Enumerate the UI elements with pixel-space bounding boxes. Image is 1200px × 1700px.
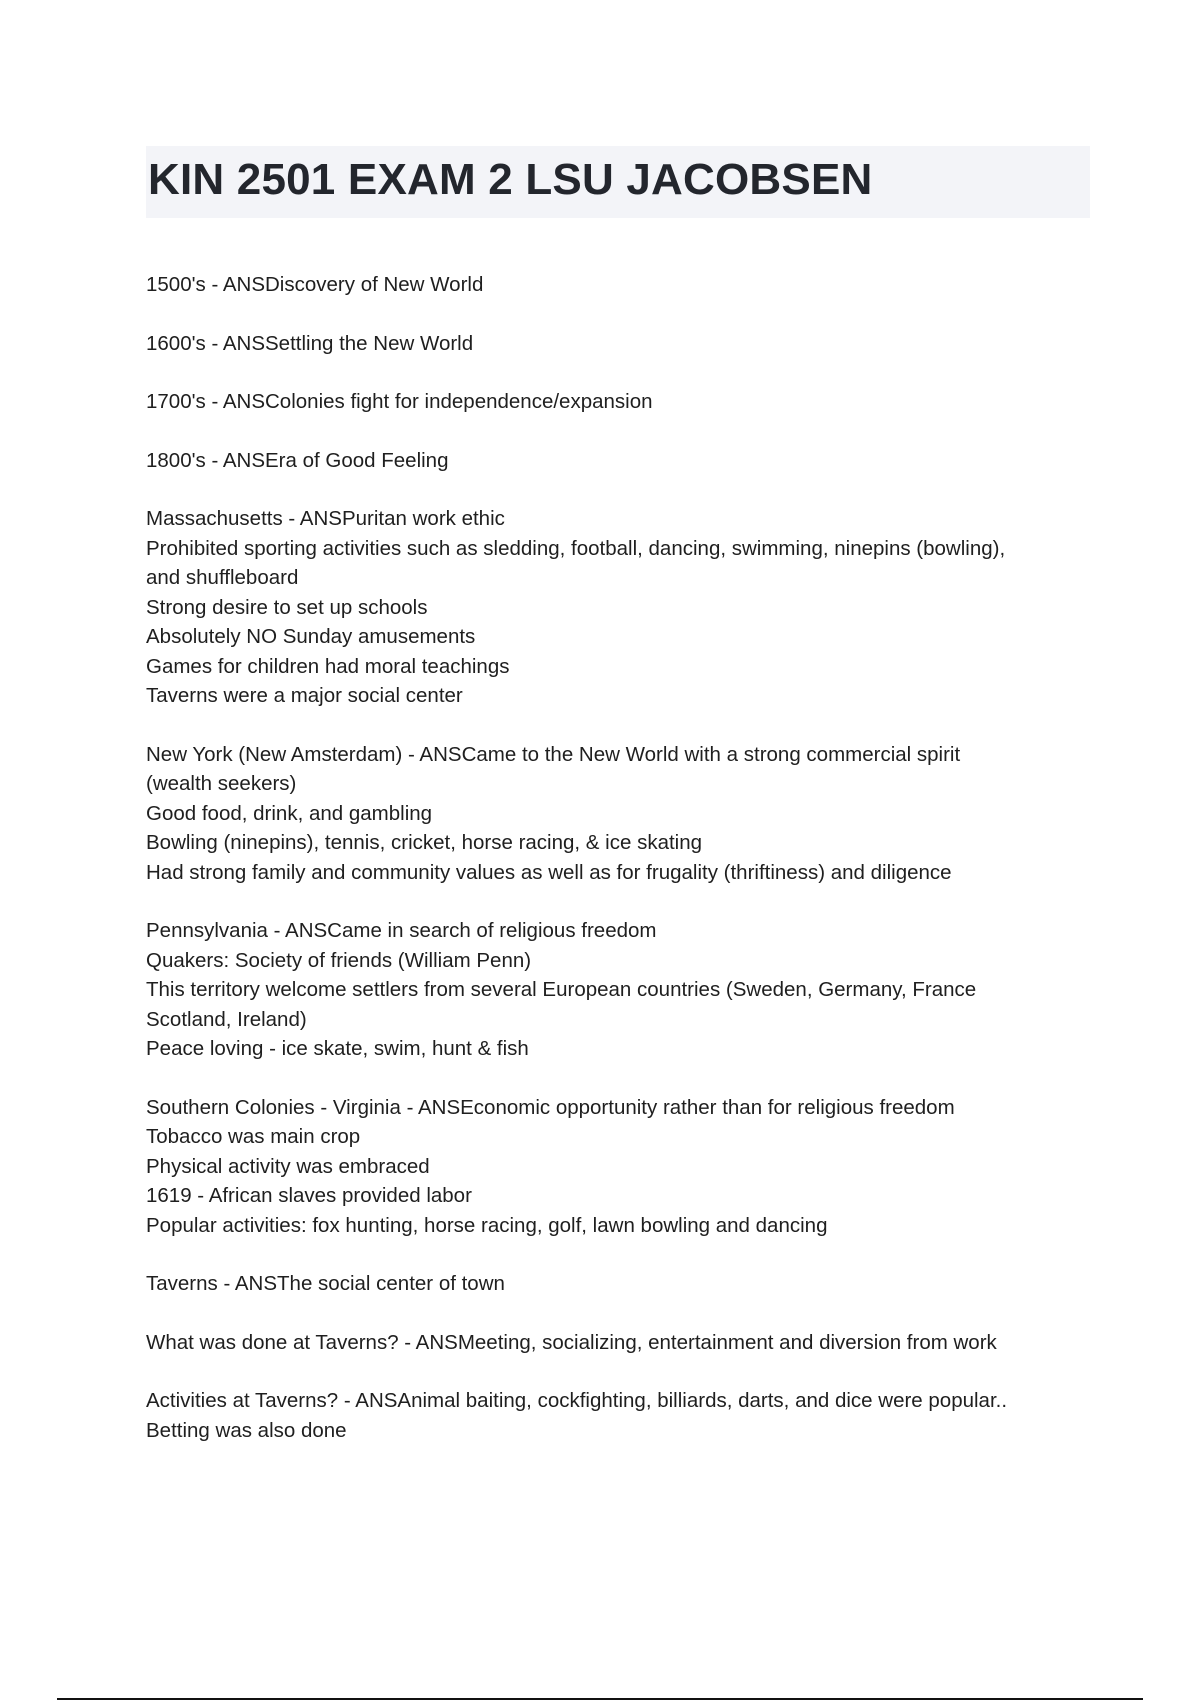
entry-line: Taverns were a major social center — [146, 684, 463, 707]
title-banner — [146, 146, 1090, 218]
entry-line: Strong desire to set up schools — [146, 595, 428, 619]
entry-line: 1700's - ANSColonies fight for independence/expansion — [146, 390, 653, 413]
entry-line: Popular activities: fox hunting, horse racing, golf, lawn bowling and dancing — [146, 1213, 828, 1237]
qa-entry-new-york — [146, 740, 1090, 888]
entry-line: 1600's - ANSSettling the New World — [146, 331, 474, 355]
qa-entry-1500s — [146, 270, 1090, 300]
entry-line: 1500's - ANSDiscovery of New World — [146, 273, 484, 296]
entry-line: Good food, drink, and gambling — [146, 801, 433, 825]
entry-line: Peace loving - ice skate, swim, hunt & fish — [146, 1037, 529, 1060]
qa-entry-1700s — [146, 387, 1090, 417]
qa-entry-taverns — [146, 1269, 1090, 1299]
entry-line: 1800's - ANSEra of Good Feeling — [146, 448, 449, 472]
entry-line: Betting was also done — [146, 1418, 347, 1442]
entry-line: Scotland, Ireland) — [146, 1007, 307, 1031]
entry-line: Tobacco was main crop — [146, 1125, 361, 1148]
qa-entry-1800s — [146, 446, 1090, 476]
entry-line: Prohibited sporting activities such as sledding, football, dancing, swimming, ninepins (bowling), — [146, 536, 1006, 560]
entry-line: and shuffleboard — [146, 566, 299, 589]
qa-entry-1600s — [146, 329, 1090, 359]
qa-entry-taverns-done — [146, 1328, 1090, 1358]
page-title: KIN 2501 EXAM 2 LSU JACOBSEN — [148, 155, 873, 204]
entry-line: Games for children had moral teachings — [146, 654, 510, 678]
qa-list — [146, 270, 1090, 1474]
entry-line: Southern Colonies - Virginia - ANSEconomic opportunity rather than for religious freedom — [146, 1095, 955, 1119]
entry-line: Quakers: Society of friends (William Penn) — [146, 948, 532, 972]
entry-line: Physical activity was embraced — [146, 1154, 430, 1178]
entry-line: Taverns - ANSThe social center of town — [146, 1272, 505, 1295]
qa-entry-southern-colonies — [146, 1093, 1090, 1241]
qa-entry-massachusetts — [146, 504, 1090, 711]
entry-line: This territory welcome settlers from several European countries (Sweden, Germany, France — [146, 978, 977, 1001]
entry-line: Pennsylvania - ANSCame in search of religious freedom — [146, 919, 657, 942]
qa-entry-pennsylvania — [146, 916, 1090, 1064]
entry-line: Massachusetts - ANSPuritan work ethic — [146, 507, 505, 530]
entry-line: 1619 - African slaves provided labor — [146, 1184, 472, 1207]
entry-line: Absolutely NO Sunday amusements — [146, 625, 476, 648]
qa-entry-taverns-activities — [146, 1386, 1090, 1445]
entry-line: New York (New Amsterdam) - ANSCame to the New World with a strong commercial spirit — [146, 742, 961, 766]
entry-line: Had strong family and community values as well as for frugality (thriftiness) and diligence — [146, 860, 952, 884]
entry-line: (wealth seekers) — [146, 772, 297, 795]
entry-line: Activities at Taverns? - ANSAnimal baiting, cockfighting, billiards, darts, and dice were popular.. — [146, 1389, 1008, 1412]
entry-line: Bowling (ninepins), tennis, cricket, horse racing, & ice skating — [146, 831, 703, 854]
entry-line: What was done at Taverns? - ANSMeeting, socializing, entertainment and diversion from work — [146, 1330, 997, 1354]
